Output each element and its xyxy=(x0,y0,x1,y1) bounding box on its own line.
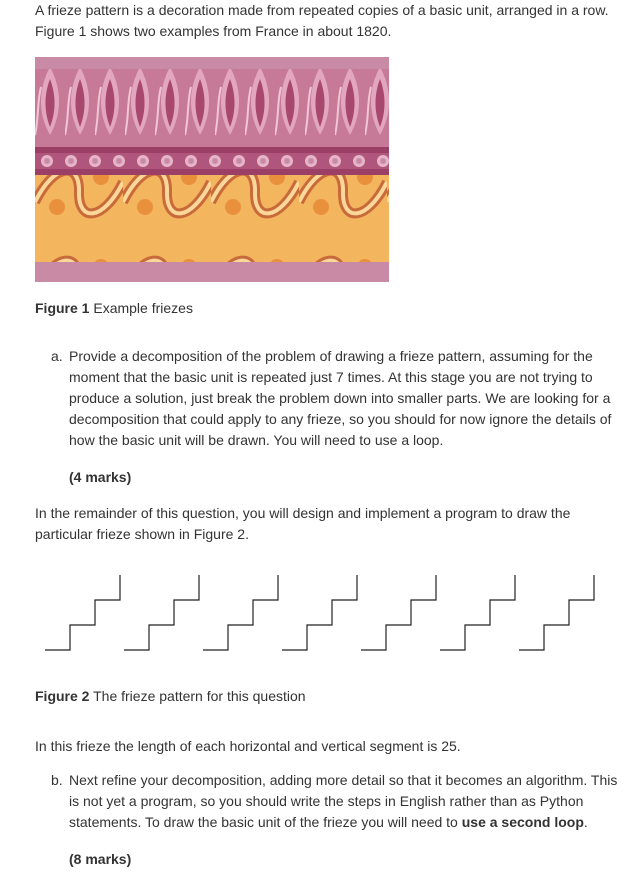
frieze-unit xyxy=(519,575,594,650)
figure-2-caption xyxy=(35,686,306,707)
figure-2-frieze xyxy=(40,568,610,658)
figure-2-caption-text: The frieze pattern for this question xyxy=(93,688,306,704)
question-b-text-bold: use a second loop xyxy=(461,814,584,830)
question-b-text-after: . xyxy=(583,814,588,830)
frieze-unit xyxy=(203,575,278,650)
question-b-text xyxy=(69,770,621,833)
segment-note: In this frieze the length of each horizontal and vertical segment is 25. xyxy=(35,738,461,754)
question-a-marks: (4 marks) xyxy=(69,469,132,485)
question-b-marker: b. xyxy=(51,772,63,788)
remainder-paragraph: In the remainder of this question, you will design and implement a program to draw the particular frieze shown in Figure 2. xyxy=(35,505,571,542)
figure-2-label: Figure 2 xyxy=(35,688,90,704)
figure-1-label: Figure 1 xyxy=(35,300,90,316)
figure-1-image xyxy=(35,57,389,282)
question-b-text-before: Next refine your decomposition, adding more detail so that it becomes an algorithm. This is not yet a program, so you should write the steps in English rather than as Python statements. To draw the basic unit of the frieze you will need to xyxy=(69,772,618,830)
question-b-marks: (8 marks) xyxy=(69,851,132,867)
question-a-marker: a. xyxy=(51,348,63,364)
frieze-unit xyxy=(282,575,357,650)
figure-1-caption xyxy=(35,298,193,319)
question-a-text: Provide a decomposition of the problem of drawing a frieze pattern, assuming for the moment that the basic unit is repeated just 7 times. At this stage you are not trying to produce a solution, just break the problem down into smaller parts. We are looking for a decomposition that could apply to any frieze, so you should for now ignore the details of how the basic unit will be drawn. You will need to use a loop. xyxy=(69,348,612,448)
frieze-unit xyxy=(440,575,515,650)
frieze-unit xyxy=(361,575,436,650)
frieze-unit xyxy=(45,575,120,650)
frieze-photo xyxy=(35,57,389,282)
frieze-drawing xyxy=(40,568,610,658)
figure-1-caption-text: Example friezes xyxy=(93,300,193,316)
frieze-unit xyxy=(124,575,199,650)
intro-paragraph: A frieze pattern is a decoration made from repeated copies of a basic unit, arranged in a row. Figure 1 shows two examples from France in about 1820. xyxy=(35,2,609,39)
